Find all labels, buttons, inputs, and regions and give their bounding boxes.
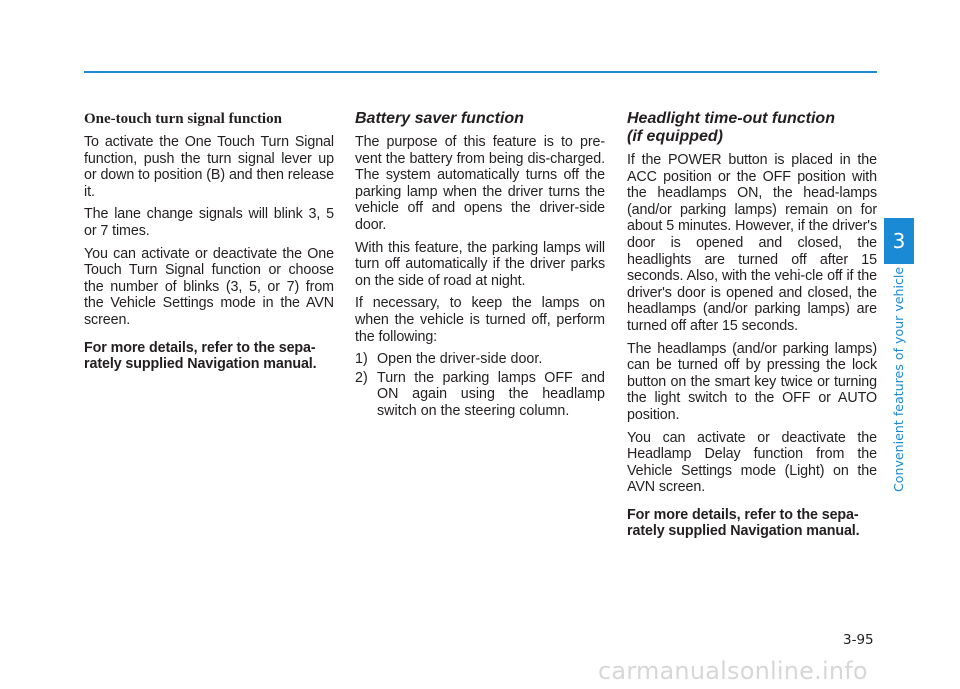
list-item bbox=[355, 370, 605, 420]
paragraph: You can activate or deactivate the One Touch Turn Signal function or choose the number of blinks (3, 5, or 7) from the Vehicle Settings mode in the AVN screen. bbox=[84, 245, 334, 328]
paragraph: If the POWER button is placed in the ACC position or the OFF position with the headlamps ON, the head-lamps (and/or parking lamps) remain on for about 5 minutes. However, if the driver's door is opened and closed, the headlights are turned off after 15 seconds. Also, with the vehi-cle off if the driver's door is opened and closed, the headlamps (and/or parking lamps) are turned off after 15 seconds. bbox=[627, 152, 877, 334]
heading-line: Headlight time-out function bbox=[627, 110, 835, 127]
column-one-touch-turn-signal bbox=[84, 110, 334, 379]
section-heading bbox=[627, 110, 877, 146]
heading-line: (if equipped) bbox=[627, 128, 723, 145]
step-number: 1) bbox=[355, 351, 368, 368]
page-number: 3-95 bbox=[843, 632, 874, 648]
step-text: Open the driver-side door. bbox=[377, 351, 543, 368]
section-heading: One-touch turn signal function bbox=[84, 111, 282, 127]
chapter-number: 3 bbox=[892, 229, 906, 253]
paragraph: With this feature, the parking lamps will turn off automatically if the driver parks on the side of road at night. bbox=[355, 239, 605, 289]
step-number: 2) bbox=[355, 369, 368, 386]
navigation-manual-note: For more details, refer to the sepa-rately supplied Navigation manual. bbox=[627, 506, 860, 540]
list-item bbox=[355, 351, 605, 368]
paragraph: If necessary, to keep the lamps on when the vehicle is turned off, perform the following: bbox=[355, 295, 605, 345]
paragraph: The headlamps (and/or parking lamps) can be turned off by pressing the lock button on the smart key twice or turning the light switch to the OFF or AUTO position. bbox=[627, 340, 877, 423]
step-text: Turn the parking lamps OFF and ON again using the headlamp switch on the steering column. bbox=[377, 369, 605, 419]
chapter-title: Convenient features of your vehicle bbox=[891, 266, 906, 492]
paragraph: The purpose of this feature is to pre-vent the battery from being dis-charged. The system automatically turns off the parking lamp when the driver turns the vehicle off and opens the driver-side door. bbox=[355, 134, 605, 233]
column-battery-saver bbox=[355, 110, 605, 422]
paragraph: The lane change signals will blink 3, 5 or 7 times. bbox=[84, 206, 334, 239]
navigation-manual-note: For more details, refer to the sepa-rately supplied Navigation manual. bbox=[84, 339, 317, 373]
watermark: carmanualsonline.info bbox=[598, 657, 868, 685]
paragraph: You can activate or deactivate the Headlamp Delay function from the Vehicle Settings mode (Light) on the AVN screen. bbox=[627, 429, 877, 496]
section-heading: Battery saver function bbox=[355, 110, 524, 127]
paragraph: To activate the One Touch Turn Signal function, push the turn signal lever up or down to position (B) and then release it. bbox=[84, 134, 334, 200]
header-rule bbox=[84, 71, 877, 73]
column-headlight-time-out bbox=[627, 110, 877, 546]
chapter-tab bbox=[884, 218, 914, 264]
